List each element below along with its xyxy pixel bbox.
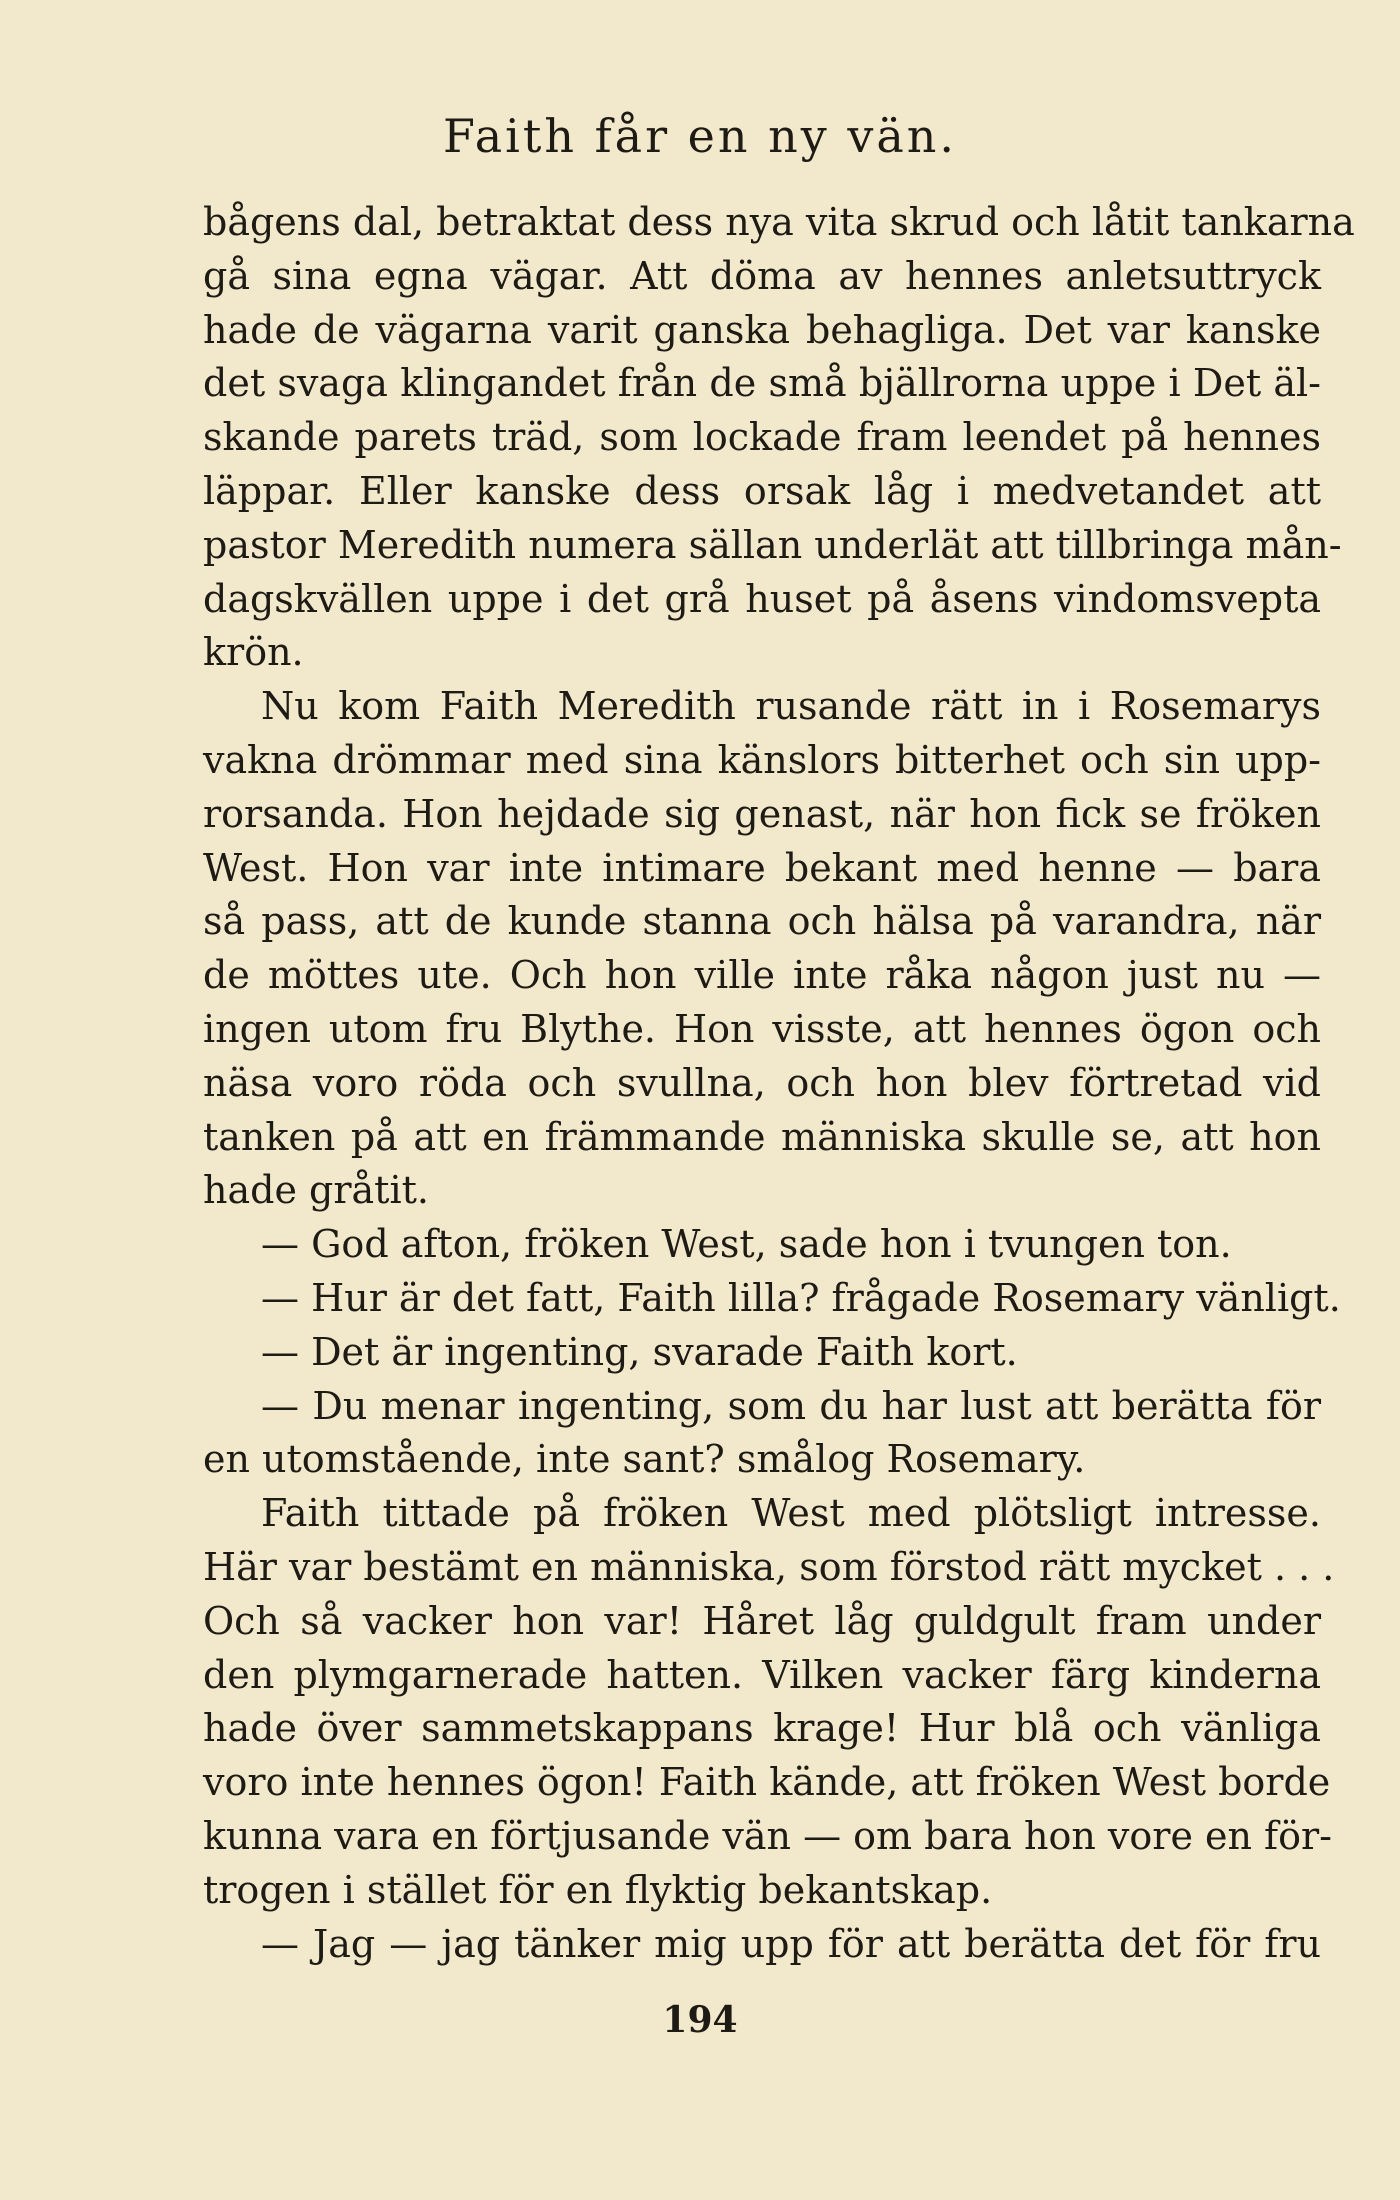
text-line: dagskvällen uppe i det grå huset på åsens vindomsvepta	[203, 576, 1321, 621]
text-line: den plymgarnerade hatten. Vilken vacker färg kinderna	[203, 1652, 1321, 1697]
paragraph-3	[203, 1487, 1335, 1917]
text-line: gå sina egna vägar. Att döma av hennes anletsuttryck	[203, 253, 1321, 298]
page-number: 194	[662, 1999, 738, 2041]
text-line: näsa voro röda och svullna, och hon blev förtretad vid	[203, 1060, 1321, 1105]
text-line: hade gråtit.	[203, 1168, 429, 1213]
text-line: skande parets träd, som lockade fram leendet på hennes	[203, 415, 1321, 460]
text-line: West. Hon var inte intimare bekant med henne — bara	[203, 845, 1321, 890]
text-line: pastor Meredith numera sällan underlät att tillbringa mån-	[203, 522, 1342, 567]
text-line: — God afton, fröken West, sade hon i tvungen ton.	[261, 1222, 1232, 1267]
text-line: de möttes ute. Och hon ville inte råka någon just nu —	[203, 953, 1321, 998]
text-line: — Hur är det fatt, Faith lilla? frågade Rosemary vänligt.	[261, 1275, 1341, 1320]
text-line: Nu kom Faith Meredith rusande rätt in i Rosemarys	[261, 684, 1321, 729]
text-line: ingen utom fru Blythe. Hon visste, att hennes ögon och	[203, 1006, 1321, 1051]
body-text	[203, 196, 1355, 1971]
text-line: Och så vacker hon var! Håret låg guldgult fram under	[203, 1598, 1321, 1643]
text-line: kunna vara en förtjusande vän — om bara hon vore en för-	[203, 1813, 1332, 1858]
text-line: trogen i stället för en flyktig bekantskap.	[203, 1867, 993, 1912]
dialog-line-1	[203, 1218, 1321, 1272]
dialog-line-5	[203, 1918, 1321, 1972]
text-line: så pass, att de kunde stanna och hälsa på varandra, när	[203, 899, 1321, 944]
running-header: Faith får en ny vän.	[442, 109, 958, 163]
text-line: voro inte hennes ögon! Faith kände, att fröken West borde	[203, 1760, 1331, 1805]
text-line: — Det är ingenting, svarade Faith kort.	[261, 1329, 1018, 1374]
text-line: hade de vägarna varit ganska behagliga. Det var kanske	[203, 307, 1321, 352]
text-line: en utomstående, inte sant? smålog Rosemary.	[203, 1437, 1086, 1482]
text-line: hade över sammetskappans krage! Hur blå och vänliga	[203, 1706, 1321, 1751]
dialog-line-2	[203, 1272, 1341, 1326]
dialog-line-4	[203, 1380, 1321, 1488]
text-line: — Jag — jag tänker mig upp för att berätta det för fru	[261, 1921, 1321, 1966]
paragraph-1	[203, 196, 1355, 680]
text-line: det svaga klingandet från de små bjällrorna uppe i Det äl-	[203, 361, 1321, 406]
paragraph-2	[203, 680, 1321, 1218]
text-line: vakna drömmar med sina känslors bitterhet och sin upp-	[203, 737, 1321, 782]
text-line: Faith tittade på fröken West med plötsligt intresse.	[261, 1491, 1321, 1536]
text-line: — Du menar ingenting, som du har lust att berätta för	[261, 1383, 1321, 1428]
text-line: bågens dal, betraktat dess nya vita skrud och låtit tankarna	[203, 200, 1355, 244]
text-line: rorsanda. Hon hejdade sig genast, när hon fick se fröken	[203, 791, 1321, 836]
dialog-line-3	[203, 1326, 1321, 1380]
text-line: krön.	[203, 630, 304, 675]
text-line: tanken på att en främmande människa skulle se, att hon	[203, 1114, 1321, 1159]
text-line: läppar. Eller kanske dess orsak låg i medvetandet att	[203, 468, 1321, 513]
text-line: Här var bestämt en människa, som förstod rätt mycket . . .	[203, 1544, 1335, 1589]
